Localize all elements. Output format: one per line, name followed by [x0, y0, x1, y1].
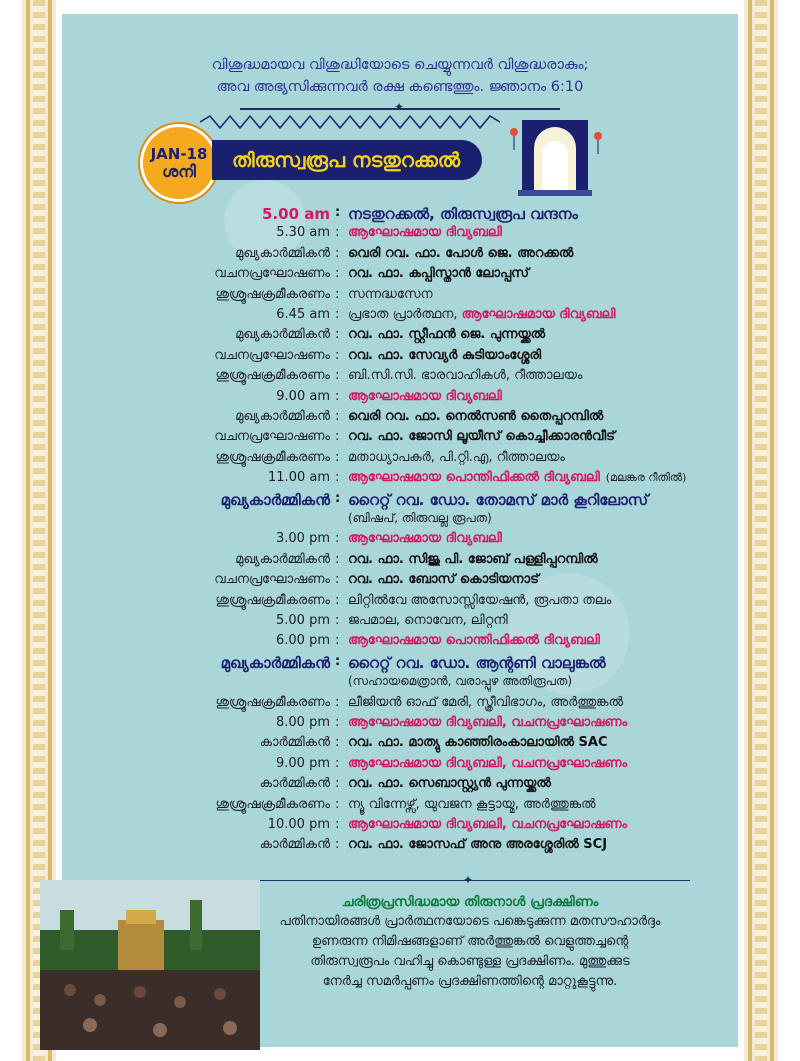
schedule-label: ശുശ്രൂഷക്രമീകരണം: [215, 592, 330, 608]
schedule-row: [62, 572, 738, 592]
header-quote: [62, 54, 738, 98]
schedule-row: [62, 287, 738, 307]
schedule-label: മുഖ്യകാർമ്മികൻ: [235, 409, 330, 424]
schedule-row: [62, 552, 738, 572]
page-title: [212, 140, 482, 180]
schedule-label: 9.00 pm: [276, 755, 330, 771]
badge-date: JAN-18: [150, 144, 208, 163]
schedule-value: ആഘോഷമായ ദിവ്യബലി: [348, 225, 502, 241]
schedule-label: വചനപ്രഘോഷണം: [214, 572, 330, 588]
colon-separator: :: [335, 694, 340, 710]
badge-day: ശനി: [162, 161, 196, 181]
value-highlight: ആഘോഷമായ പൊന്തിഫിക്കൽ ദിവ്യബലി: [348, 470, 600, 486]
schedule-label: 6.45 am: [276, 307, 330, 322]
schedule-label: കാർമ്മികൻ: [259, 735, 330, 751]
schedule-label: വചനപ്രഘോഷണം: [214, 429, 330, 445]
schedule-row: [62, 817, 738, 837]
colon-separator: :: [335, 613, 340, 628]
schedule-row: [62, 633, 738, 653]
schedule-label: 5.00 am: [262, 205, 330, 223]
schedule-label: 3.00 pm: [276, 531, 330, 547]
colon-separator: :: [335, 327, 340, 343]
footer-line-3: തിരുസ്വരൂപം വഹിച്ചു കൊണ്ടുള്ള പ്രദക്ഷിണം. മുത്തുക്കുട: [310, 954, 630, 969]
colon-separator: :: [335, 592, 340, 608]
colon-separator: :: [335, 409, 340, 424]
schedule-label: ശുശ്രൂഷക്രമീകരണം: [215, 368, 330, 384]
schedule-label: മുഖ്യകാർമ്മികൻ: [235, 327, 330, 343]
schedule-value: ആഘോഷമായ ദിവ്യബലി, വചനപ്രഘോഷണം: [348, 817, 628, 832]
schedule-row: [62, 715, 738, 735]
colon-separator: :: [335, 347, 340, 363]
schedule-value: ലിറ്റിൽവേ അസോസ്സിയേഷൻ, രൂപതാ തലം: [348, 592, 612, 608]
colon-separator: :: [335, 266, 340, 282]
colon-separator: :: [335, 653, 341, 669]
schedule-value: റവ. ഫാ. സേവ്യർ കുടിയാംശ്ശേരി: [348, 347, 542, 363]
schedule-value: റൈറ്റ് റവ. ഡോ. തോമസ് മാർ കൂറിലോസ്: [348, 490, 649, 509]
zigzag-ornament: [200, 112, 500, 132]
colon-separator: :: [335, 735, 340, 751]
schedule-value: റവ. ഫാ. ജോസഫ് അനു അരശ്ശേരിൽ SCJ: [348, 837, 608, 853]
schedule-row: [62, 368, 738, 388]
date-badge: [140, 124, 218, 202]
schedule-row: [62, 409, 738, 429]
colon-separator: :: [335, 551, 340, 567]
quote-line-1: വിശുദ്ധമായവ വിശുദ്ധിയോടെ ചെയ്യുന്നവർ വിശുദ്ധരാകും;: [211, 57, 589, 73]
schedule-label: 6.00 pm: [276, 633, 330, 649]
schedule-label: ശുശ്രൂഷക്രമീകരണം: [215, 694, 330, 710]
schedule-value: വെരി റവ. ഫാ. പോൾ ജെ. അറക്കൽ: [348, 245, 574, 261]
colon-separator: :: [335, 286, 340, 302]
schedule-label: വചനപ്രഘോഷണം: [214, 266, 330, 282]
schedule-row: [62, 695, 738, 715]
footer-line-2: ഉണരുന്ന നിമിഷങ്ങളാണ് അർത്തുങ്കൽ വെളുത്തച്ചന്റെ: [311, 934, 629, 949]
schedule-label: മുഖ്യകാർമ്മികൻ: [235, 245, 330, 261]
schedule-row: [62, 735, 738, 755]
colon-separator: :: [335, 388, 340, 404]
schedule-value: റവ. ഫാ. സ്റ്റീഫൻ ജെ. പുന്നയ്ക്കൽ: [348, 327, 546, 343]
schedule-row: [62, 327, 738, 347]
schedule-row: [62, 776, 738, 796]
schedule-value: സന്നദ്ധസേന: [348, 286, 433, 302]
schedule-row: [62, 613, 738, 633]
schedule-value: ജപമാല, നൊവേന, ലിറ്റനി: [348, 613, 508, 628]
schedule-row: [62, 837, 738, 857]
colon-separator: :: [335, 633, 340, 649]
quote-line-2: അവ അഭ്യസിക്കുന്നവർ രക്ഷ കണ്ടെത്തും. ജ്ഞാനം 6:10: [216, 79, 584, 95]
schedule-row: [62, 593, 738, 613]
colon-separator: :: [335, 470, 340, 486]
colon-separator: :: [335, 531, 340, 547]
schedule-value: വെരി റവ. ഫാ. നെൽസൺ തൈപ്പറമ്പിൽ: [348, 409, 604, 424]
schedule-row: [62, 511, 738, 531]
schedule-row: [62, 756, 738, 776]
schedule-value: റൈറ്റ് റവ. ഡോ. ആന്റണി വാലുങ്കൽ: [348, 653, 606, 672]
colon-separator: :: [335, 307, 340, 322]
title-text: തിരുസ്വരൂപ നടതുറക്കൽ: [232, 148, 461, 172]
value-highlight: ആഘോഷമായ ദിവ്യബലി: [461, 307, 616, 322]
schedule-row: [62, 654, 738, 674]
footer-line-4: നേർച്ച സമർപ്പണം പ്രദക്ഷിണത്തിന്റെ മാറ്റുകൂട്ടുന്നു.: [322, 974, 618, 989]
schedule-value: റവ. ഫാ. ജോസി ലൂയീസ് കൊച്ചീക്കാരൻവീട്: [348, 429, 615, 445]
colon-separator: :: [335, 245, 340, 261]
schedule-label: മുഖ്യകാർമ്മികൻ: [220, 490, 330, 509]
colon-separator: :: [335, 225, 340, 241]
schedule-row: [62, 429, 738, 449]
schedule-value: ആഘോഷമായ ദിവ്യബലി: [348, 531, 502, 547]
footer-star-icon: ✦: [463, 873, 474, 887]
schedule-row: [62, 389, 738, 409]
schedule-label: മുഖ്യകാർമ്മികൻ: [235, 551, 330, 567]
schedule-value: റവ. ഫാ. കപ്പിസ്താൻ ലോപ്പസ്: [348, 266, 530, 282]
value-prefix: പ്രഭാത പ്രാർത്ഥന,: [348, 307, 462, 322]
schedule-label: 8.00 pm: [276, 715, 330, 730]
schedule-value: റവ. ഫാ. സെബാസ്റ്റ്യൻ പുന്നയ്ക്കൽ: [348, 776, 551, 792]
colon-separator: :: [335, 429, 340, 445]
schedule-value: ലീജിയൻ ഓഫ് മേരി, സ്ത്രീവിഭാഗം, അർത്തുങ്കൽ: [348, 694, 624, 710]
schedule-value: നടതുറക്കൽ, തിരുസ്വരൂപ വന്ദനം: [348, 205, 578, 223]
footer-line-1: പതിനായിരങ്ങൾ പ്രാർത്ഥനയോടെ പങ്കെടുക്കുന്ന മതസൗഹാർദ്ദം: [279, 914, 661, 929]
footer-title: ചരിത്രപ്രസിദ്ധമായ തിരുനാൾ പ്രദക്ഷിണം: [341, 894, 599, 910]
schedule-row: [62, 205, 738, 225]
schedule-value: (ബിഷപ്, തിരുവല്ല രൂപത): [348, 511, 492, 525]
colon-separator: :: [335, 368, 340, 384]
schedule-value: റവ. ഫാ. ബോസ് കൊടിയനാട്: [348, 572, 539, 588]
door-arch-icon: [500, 100, 610, 198]
footer-paragraph: [260, 912, 680, 992]
schedule-value: മതാധ്യാപകർ, പി.റ്റി.എ, റീത്താലയം: [348, 449, 565, 465]
schedule-row: [62, 348, 738, 368]
schedule-label: വചനപ്രഘോഷണം: [214, 347, 330, 363]
schedule-label: 5.30 am: [276, 225, 330, 241]
schedule-label: ശുശ്രൂഷക്രമീകരണം: [215, 796, 330, 812]
schedule-value: ആഘോഷമായ ദിവ്യബലി, വചനപ്രഘോഷണം: [348, 715, 628, 730]
schedule-label: 9.00 am: [276, 388, 330, 404]
procession-photo: [40, 880, 260, 1050]
colon-separator: :: [335, 449, 340, 465]
schedule-label: 11.00 am: [268, 470, 330, 486]
schedule-value: ആഘോഷമായ ദിവ്യബലി: [348, 388, 502, 404]
colon-separator: :: [335, 837, 340, 853]
schedule-row: [62, 470, 738, 490]
schedule-label: 10.00 pm: [267, 817, 330, 832]
schedule-row: [62, 450, 738, 470]
rite-note: (മലങ്കര റീതിൽ): [605, 471, 687, 485]
schedule-label: മുഖ്യകാർമ്മികൻ: [220, 653, 330, 672]
schedule-value: ന്യൂ വിന്നേഴ്സ്, യുവജന കൂട്ടായ്മ, അർത്തുങ്കൽ: [348, 796, 596, 812]
schedule-label: കാർമ്മികൻ: [259, 776, 330, 792]
schedule-row: [62, 491, 738, 511]
schedule-row: [62, 266, 738, 286]
schedule-value: (സഹായമെത്രാൻ, വരാപ്പുഴ അതിരൂപത): [348, 674, 573, 689]
schedule-row: [62, 307, 738, 327]
schedule-value: ആഘോഷമായ ദിവ്യബലി, വചനപ്രഘോഷണം: [348, 755, 628, 771]
schedule-row: [62, 797, 738, 817]
colon-separator: :: [335, 490, 341, 506]
schedule-label: കാർമ്മികൻ: [259, 837, 330, 853]
schedule-value: ബി.സി.സി. ഭാരവാഹികൾ, റീത്താലയം: [348, 368, 583, 384]
colon-separator: :: [335, 205, 341, 220]
schedule-value: ആഘോഷമായ പൊന്തിഫിക്കൽ ദിവ്യബലി: [348, 633, 600, 649]
schedule-value: റവ. ഫാ. സിജു പി. ജോബ് പള്ളിപ്പറമ്പിൽ: [348, 551, 598, 567]
schedule-row: [62, 246, 738, 266]
colon-separator: :: [335, 776, 340, 792]
divider-star-icon: ✦: [394, 100, 405, 114]
schedule-label: ശുശ്രൂഷക്രമീകരണം: [215, 286, 330, 302]
colon-separator: :: [335, 715, 340, 730]
schedule-label: 5.00 pm: [276, 613, 330, 628]
schedule-row: [62, 531, 738, 551]
colon-separator: :: [335, 817, 340, 832]
colon-separator: :: [335, 755, 340, 771]
colon-separator: :: [335, 572, 340, 588]
schedule-value: [348, 307, 615, 322]
colon-separator: :: [335, 796, 340, 812]
schedule-value: [348, 470, 686, 485]
right-ornamental-border: [744, 0, 778, 1061]
schedule-row: [62, 674, 738, 694]
schedule-value: റവ. ഫാ. മാത്യു കാഞ്ഞിരംകാലായിൽ SAC: [348, 735, 608, 751]
schedule-label: ശുശ്രൂഷക്രമീകരണം: [215, 449, 330, 465]
schedule-row: [62, 225, 738, 245]
